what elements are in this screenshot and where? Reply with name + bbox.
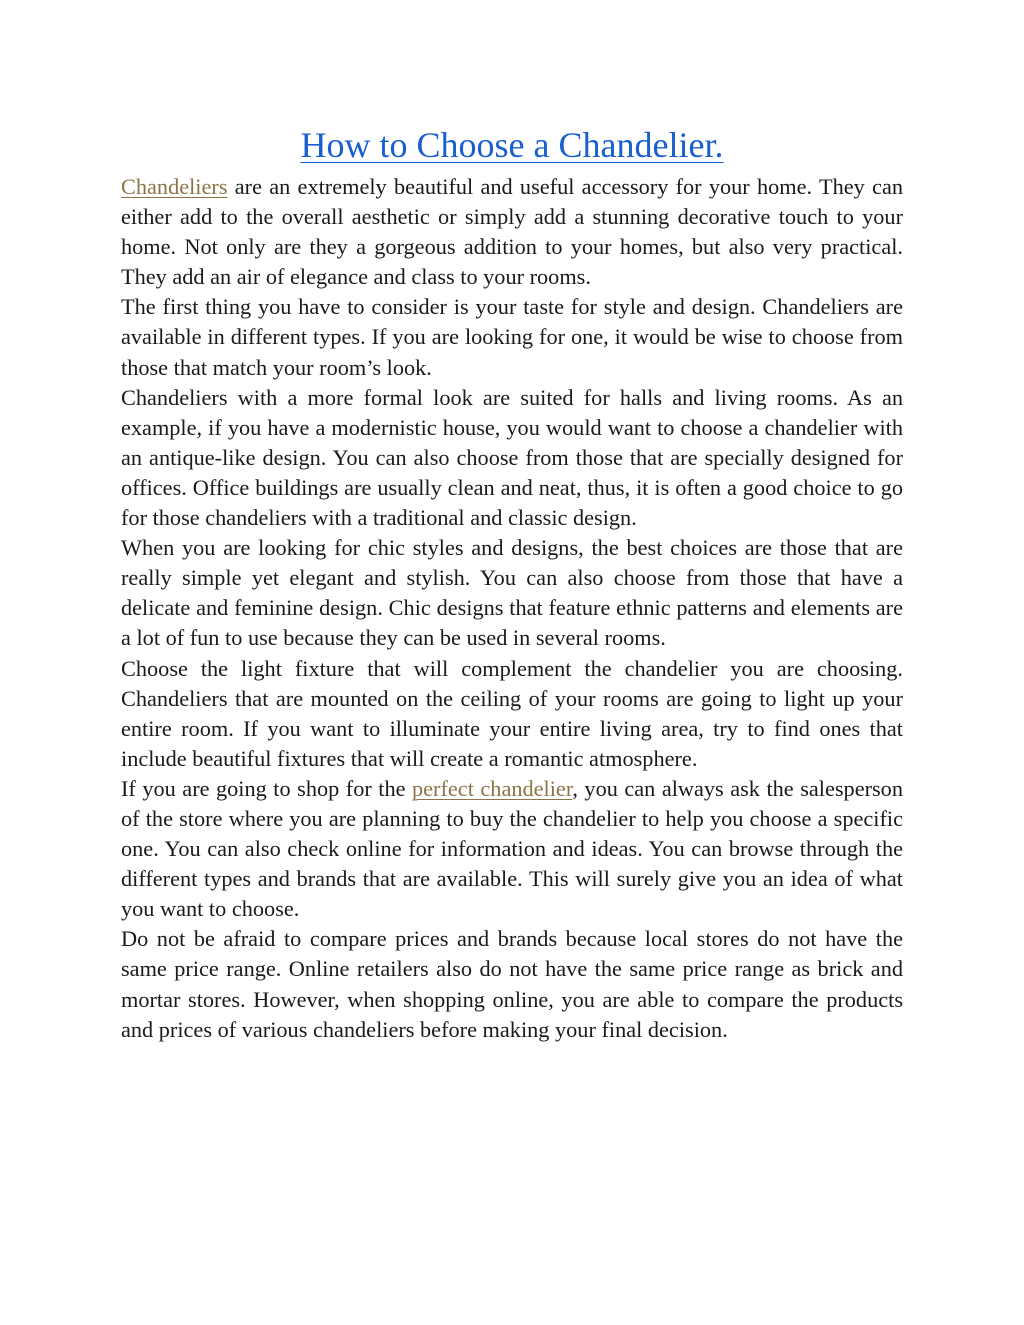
paragraph-style: The first thing you have to consider is your taste for style and design. Chandeliers are available in different types. If you are looking for one, it would be wise to choose from those that match your room’s look. (121, 294, 903, 380)
chandeliers-link[interactable]: Chandeliers (121, 174, 228, 199)
paragraph-shopping-before: If you are going to shop for the (121, 775, 413, 801)
paragraph-fixture: Choose the light fixture that will complement the chandelier you are choosing. Chandeliers that are mounted on the ceiling of your rooms are going to light up your entire room. If you want to illuminate your entire living area, try to find ones that include beautiful fixtures that will create a romantic atmosphere. (121, 655, 903, 771)
paragraph-formal: Chandeliers with a more formal look are suited for halls and living rooms. As an example, if you have a modernistic house, you would want to choose a chandelier with an antique-like design. You can also choose from those that are specially designed for offices. Office buildings are usually clean and neat, thus, it is often a good choice to go for those chandeliers with a traditional and classic design. (121, 384, 903, 531)
paragraph-intro-text: are an extremely beautiful and useful accessory for your home. They can either add to the overall aesthetic or simply add a stunning decorative touch to your home. Not only are they a gorgeous addition to your homes, but also very practical. They add an air of elegance and class to your rooms. (121, 174, 903, 290)
title-link[interactable]: How to Choose a Chandelier. (300, 125, 724, 165)
paragraph-shopping (121, 774, 903, 924)
paragraph-prices: Do not be afraid to compare prices and brands because local stores do not have the same price range. Online retailers also do not have the same price range as brick and mortar stores. However, when shopping online, you are able to compare the products and prices of various chandeliers before making your final decision. (121, 926, 903, 1042)
paragraph-shopping-after: , you can always ask the salesperson of the store where you are planning to buy the chandelier to help you choose a specific one. You can also check online for information and ideas. You can browse through the different types and brands that are available. This will surely give you an idea of what you want to choose. (121, 775, 903, 922)
paragraph-chic: When you are looking for chic styles and designs, the best choices are those that are really simple yet elegant and stylish. You can also choose from those that have a delicate and feminine design. Chic designs that feature ethnic patterns and elements are a lot of fun to use because they can be used in several rooms. (121, 535, 903, 651)
perfect-chandelier-link[interactable]: perfect chandelier (412, 775, 573, 801)
page-title[interactable] (121, 122, 903, 168)
document-page (121, 122, 903, 1045)
paragraph-intro (121, 172, 903, 292)
